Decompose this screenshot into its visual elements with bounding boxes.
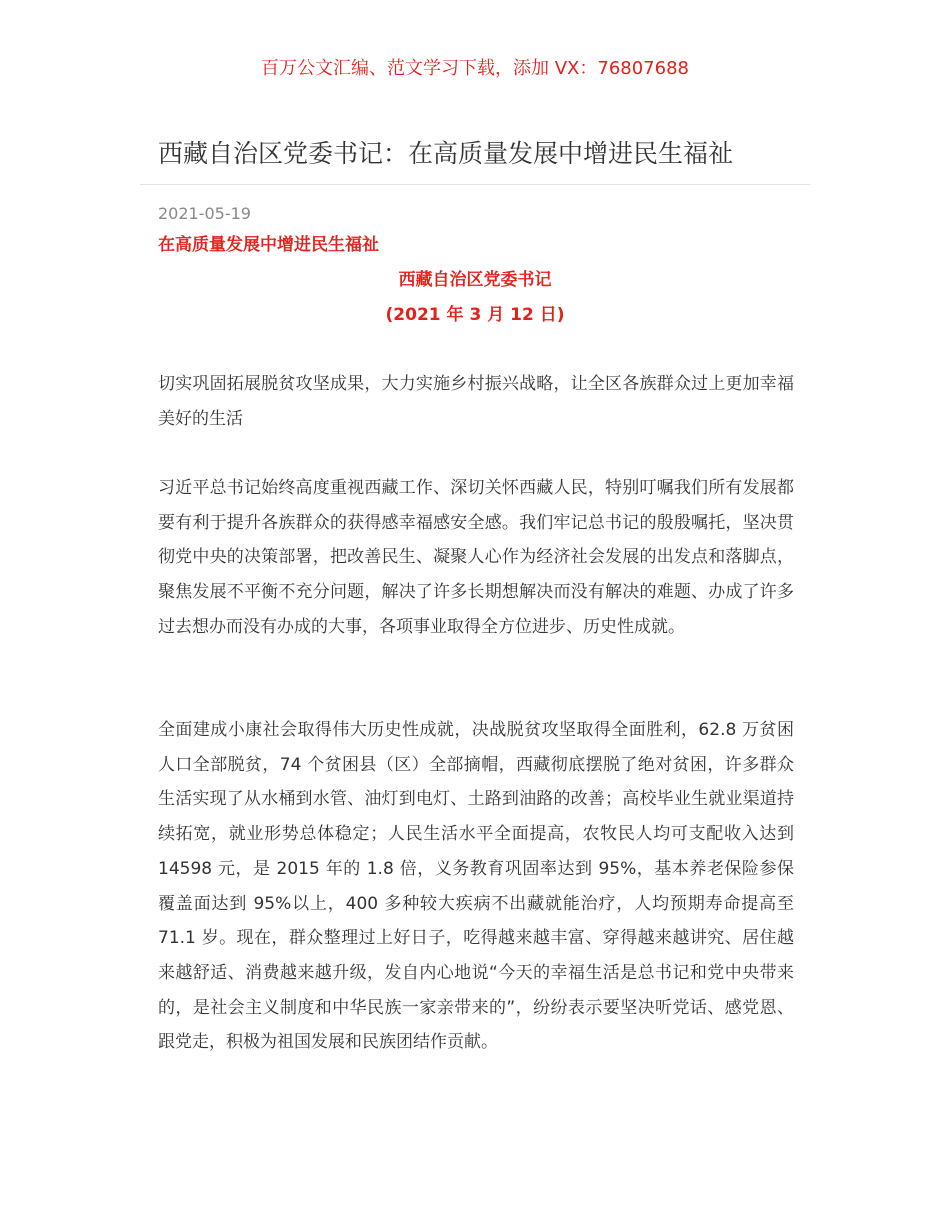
publish-date: 2021-05-19	[158, 204, 251, 223]
promo-banner: 百万公文汇编、范文学习下载，添加 VX：76807688	[261, 58, 689, 79]
body-paragraph: 习近平总书记始终高度重视西藏工作、深切关怀西藏人民，特别叮嘱我们所有发展都要有利于提升各族群众的获得感幸福感安全感。我们牢记总书记的殷殷嘱托，坚决贯彻党中央的决策部署，把改善民生、凝聚人心作为经济社会发展的出发点和落脚点，聚焦发展不平衡不充分问题，解决了许多长期想解决而没有解决的难题、办成了许多过去想办而没有办成的大事，各项事业取得全方位进步、历史性成就。	[158, 478, 794, 637]
speech-date: (2021 年 3 月 12 日)	[385, 305, 565, 325]
article-title: 西藏自治区党委书记：在高质量发展中增进民生福祉	[158, 139, 734, 168]
article-subtitle: 在高质量发展中增进民生福祉	[158, 235, 379, 255]
author-line: 西藏自治区党委书记	[398, 270, 552, 290]
body-paragraph: 切实巩固拓展脱贫攻坚成果，大力实施乡村振兴战略，让全区各族群众过上更加幸福美好的生活	[158, 374, 794, 429]
body-paragraph: 全面建成小康社会取得伟大历史性成就，决战脱贫攻坚取得全面胜利，62.8 万贫困人口全部脱贫，74 个贫困县（区）全部摘帽，西藏彻底摆脱了绝对贫困，许多群众生活实现了从水桶到水管、油灯到电灯、土路到油路的改善；高校毕业生就业渠道持续拓宽，就业形势总体稳定；人民生活水平全面提高，农牧民人均可支配收入达到 14598 元，是 2015 年的 1.8 倍，义务教育巩固率达到 95%，基本养老保险参保覆盖面达到 95%以上，400 多种较大疾病不出藏就能治疗，人均预期寿命提高至 71.1 岁。现在，群众整理过上好日子，吃得越来越丰富、穿得越来越讲究、居住越来越舒适、消费越来越升级，发自内心地说“今天的幸福生活是总书记和党中央带来的，是社会主义制度和中华民族一家亲带来的”，纷纷表示要坚决听党话、感党恩、跟党走，积极为祖国发展和民族团结作贡献。	[158, 720, 794, 1053]
title-divider	[140, 184, 810, 185]
